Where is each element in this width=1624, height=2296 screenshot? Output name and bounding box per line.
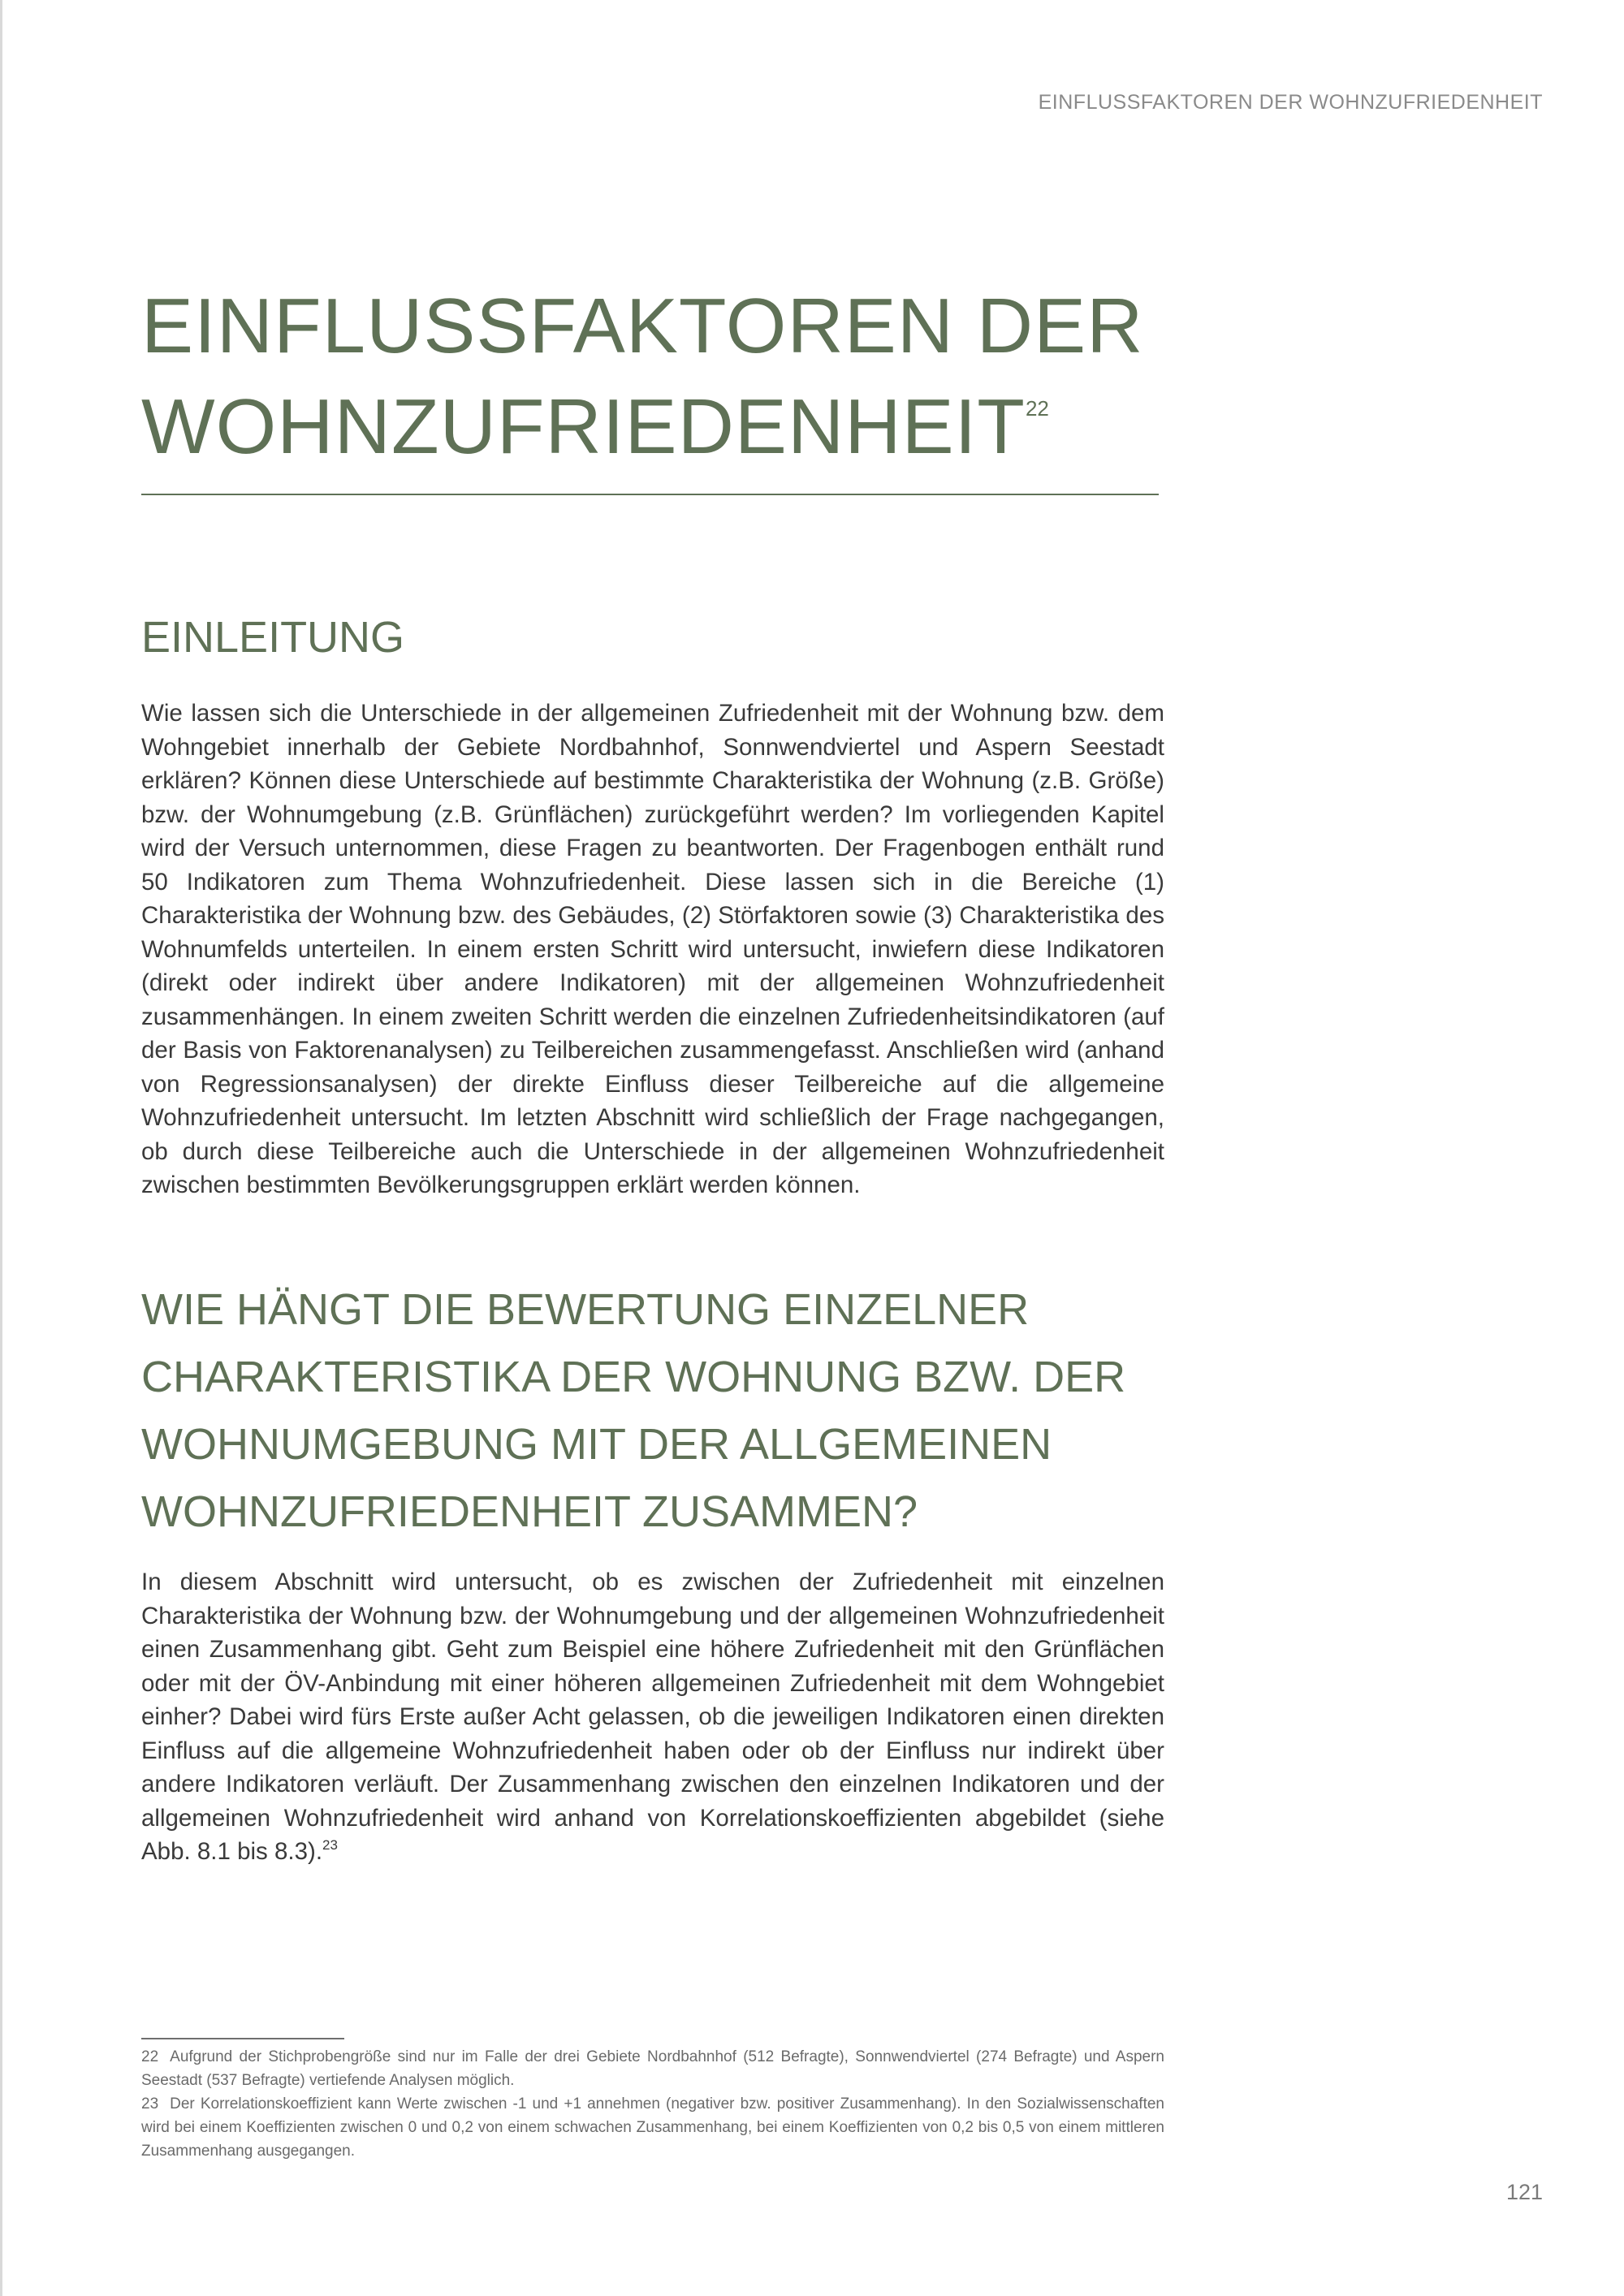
footnote-number: 23 <box>141 2095 159 2113</box>
heading-line-2: CHARAKTERISTIKA DER WOHNUNG BZW. DER <box>141 1353 1126 1401</box>
section-heading-einleitung: EINLEITUNG <box>141 613 405 662</box>
title-divider <box>141 494 1159 495</box>
footnote-22 <box>141 2045 1164 2092</box>
footnote-number: 22 <box>141 2048 159 2065</box>
footnote-ref-22[interactable]: 22 <box>1025 396 1049 421</box>
chapter-title <box>141 276 1164 496</box>
paragraph-zusammenhang-text: In diesem Abschnitt wird untersucht, ob es zwischen der Zufriedenheit mit einzelnen Charakteristika der Wohnung bzw. der Wohnumgebung und der allgemeinen Wohnzufriedenheit einen Zusammenhang gibt. Geht zum Beispiel eine höhere Zufriedenheit mit den Grünflächen oder mit der ÖV-Anbindung mit einer höheren allgemeinen Zufriedenheit mit dem Wohngebiet einher? Dabei wird fürs Erste außer Acht gelassen, ob die jeweiligen Indikatoren einen direkten Einfluss auf die allgemeine Wohnzufriedenheit haben oder ob der Einfluss nur indirekt über andere Indikatoren verläuft. Der Zusammenhang zwischen den einzelnen Indikatoren und der allgemeinen Wohnzufriedenheit wird anhand von Korrelationskoeffizienten abgebildet (siehe Abb. 8.1 bis 8.3). <box>141 1569 1164 1865</box>
chapter-title-line-2-text: WOHNZUFRIEDENHEIT <box>141 383 1026 470</box>
paragraph-einleitung: Wie lassen sich die Unterschiede in der allgemeinen Zufriedenheit mit der Wohnung bzw. dem Wohngebiet innerhalb der Gebiete Nordbahnhof, Sonnwendviertel und Aspern Seestadt erklären? Können diese Unterschiede auf bestimmte Charakteristika der Wohnung (z.B. Größe) bzw. der Wohnumgebung (z.B. Grünflächen) zurückgeführt werden? Im vorliegenden Kapitel wird der Versuch unternommen, diese Fragen zu beantworten. Der Fragenbogen enthält rund 50 Indikatoren zum Thema Wohnzufriedenheit. Diese lassen sich in die Bereiche (1) Charakteristika der Wohnung bzw. des Gebäudes, (2) Störfaktoren sowie (3) Charakteristika des Wohnumfelds unterteilen. In einem ersten Schritt wird untersucht, inwiefern diese Indikatoren (direkt oder indirekt über andere Indikatoren) mit der allgemeinen Wohnzufriedenheit zusammenhängen. In einem zweiten Schritt werden die einzelnen Zufriedenheitsindikatoren (auf der Basis von Faktorenanalysen) zu Teilbereichen zusammengefasst. Anschließen wird (anhand von Regressionsanalysen) der direkte Einfluss dieser Teilbereiche auf die allgemeine Wohnzufriedenheit untersucht. Im letzten Abschnitt wird schließlich der Frage nachgegangen, ob durch diese Teilbereiche auch die Unterschiede in der allgemeinen Wohnzufriedenheit zwischen bestimmten Bevölkerungsgruppen erklärt werden können. <box>141 700 1164 1198</box>
heading-line-3: WOHNUMGEBUNG MIT DER ALLGEMEINEN <box>141 1420 1052 1469</box>
footnote-text: Aufgrund der Stichprobengröße sind nur im Falle der drei Gebiete Nordbahnhof (512 Befragte), Sonnwendviertel (274 Befragte) und Aspern Seestadt (537 Befragte) vertiefende Analysen möglich. <box>141 2048 1164 2089</box>
page-number: 121 <box>1505 2180 1543 2204</box>
footnote-text: Der Korrelationskoeffizient kann Werte zwischen -1 und +1 annehmen (negativer bzw. positiver Zusammenhang). In den Sozialwissenschaften wird bei einem Koeffizienten zwischen 0 und 0,2 von einem schwachen Zusammenhang, bei einem Koeffizienten von 0,2 bis 0,5 von einem mittleren Zusammenhang ausgegangen. <box>141 2095 1164 2160</box>
heading-line-4: WOHNZUFRIEDENHEIT ZUSAMMEN? <box>141 1487 918 1536</box>
running-header: EINFLUSSFAKTOREN DER WOHNZUFRIEDENHEIT <box>1038 91 1543 114</box>
footnotes <box>141 2045 1164 2163</box>
footnote-23 <box>141 2092 1164 2163</box>
section-heading-zusammenhang <box>141 1276 1197 1546</box>
page-edge-line <box>0 0 2 2296</box>
footnote-divider <box>141 2038 344 2039</box>
footnote-ref-23[interactable]: 23 <box>322 1837 338 1853</box>
heading-line-1: WIE HÄNGT DIE BEWERTUNG EINZELNER <box>141 1285 1030 1334</box>
chapter-title-line-2 <box>141 377 1164 496</box>
chapter-title-line-1: EINFLUSSFAKTOREN DER <box>141 283 1144 369</box>
paragraph-zusammenhang <box>141 1565 1164 1872</box>
